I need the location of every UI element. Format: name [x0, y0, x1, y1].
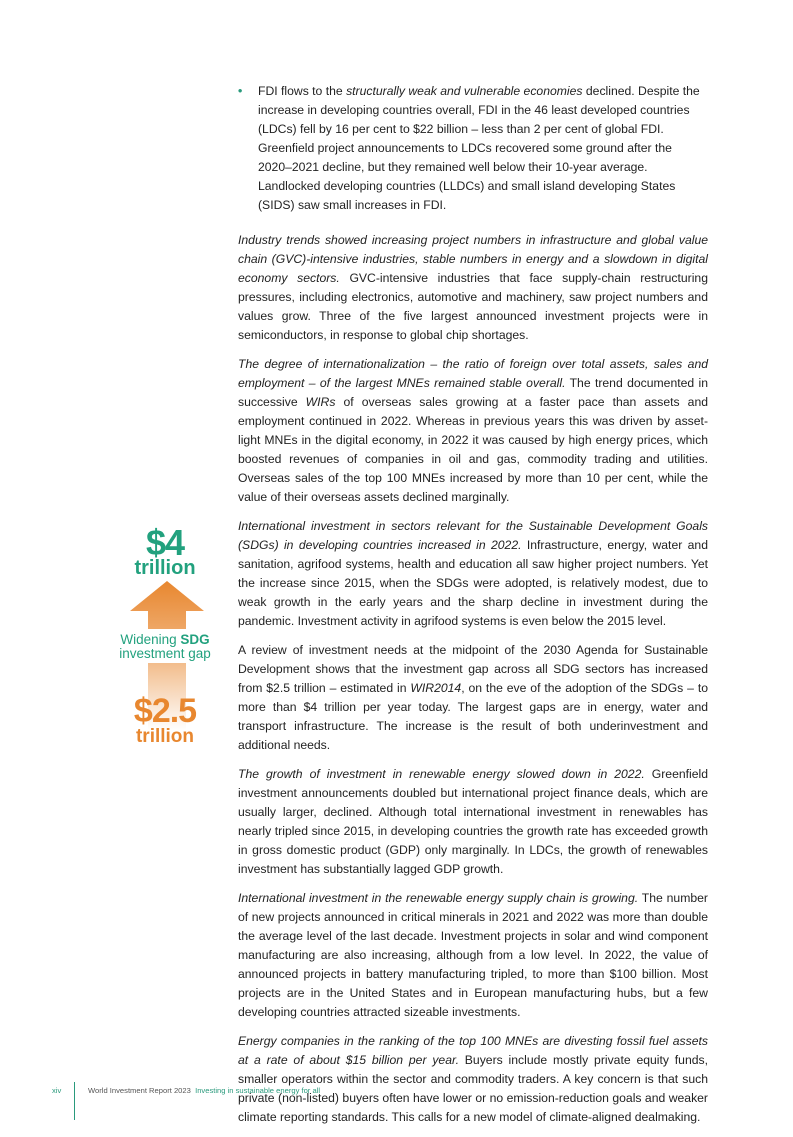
- footer-subtitle: Investing in sustainable energy for all: [195, 1086, 321, 1095]
- bullet-text: FDI flows to the structurally weak and vulnerable economies declined. Despite the increase in developing countries overall, FDI in the 46 least developed countries (LDCs) fell by 16 per cent to $22 billion – less than 2 per cent of global FDI. Greenfield project announcements to LDCs recovered some ground after the 2020–2021 decline, but they remained well below their 10-year average. Landlocked developing countries (LLDCs) and small island developing States (SIDS) saw small increases in FDI.: [258, 84, 700, 212]
- top-unit: trillion: [134, 557, 196, 579]
- bottom-unit: trillion: [135, 726, 195, 747]
- paragraph-renewables: The growth of investment in renewable energy slowed down in 2022. Greenfield investment announcements doubled but international project finance deals, which are usually larger, declined. Although total international investment in renewables has nearly tripled since 2015, in developing countries the growth rate has exceeded growth in gross domestic product (GDP) only marginally. In LDCs, the growth of renewables investment has substantially lagged GDP growth.: [238, 767, 708, 876]
- main-text: [238, 82, 708, 1137]
- paragraph-supply-chain: International investment in the renewable energy supply chain is growing. The number of new projects announced in critical minerals in 2021 and 2022 was more than double the average level of the last decade. Investment projects in solar and wind component manufacturing are also increasing, although from a low level. In 2022, the value of announced projects in battery manufacturing tripled, to more than $100 billion. Most projects are in the United States and in European manufacturing hubs, but a few developing countries attracted sizeable investments.: [238, 891, 708, 1019]
- paragraph-sdg: International investment in sectors relevant for the Sustainable Development Goals (SDGs) in developing countries increased in 2022. Infrastructure, energy, water and sanitation, agrifood systems, health and education all saw higher project numbers. Yet the increase since 2015, when the SDGs were adopted, is relatively modest, due to weak growth in the early years and the sharp decline in investment during the pandemic. Investment activity in agrifood systems is even below the 2015 level.: [238, 519, 708, 628]
- paragraph-internationalization: The degree of internationalization – the ratio of foreign over total assets, sales and employment – of the largest MNEs remained stable overall. The trend documented in successive WIRs of overseas sales growing at a faster pace than assets and employment continued in 2022. Whereas in previous years this was driven by asset-light MNEs in the digital economy, in 2022 it was caused by high energy prices, which boosted revenues of companies in oil and gas, commodity trading and utilities. Overseas sales of the top 100 MNEs increased by more than 10 per cent, while the value of their overseas assets declined marginally.: [238, 357, 709, 504]
- footer-title: World Investment Report 2023 Investing in sustainable energy for all: [88, 1086, 321, 1095]
- paragraph-investment-gap: A review of investment needs at the midpoint of the 2030 Agenda for Sustainable Development shows that the investment gap across all SDG sectors has increased from $2.5 trillion – estimated in WIR2014, on the eve of the adoption of the SDGs – to more than $4 trillion per year today. The largest gaps are in energy, water and transport infrastructure. The increase is the result of both underinvestment and additional needs.: [238, 643, 708, 752]
- page-number: xiv: [52, 1086, 62, 1095]
- bullet-dot-icon: •: [238, 84, 243, 98]
- top-amount: $4: [145, 522, 185, 563]
- paragraph-fossil-divestment: Energy companies in the ranking of the top 100 MNEs are divesting fossil fuel assets at a rate of about $15 billion per year. Buyers include mostly private equity funds, smaller operators within the sector and commodity traders. A key concern is that such private (non-listed) buyers often have lower or no emission-reduction goals and weaker climate reporting standards. This calls for a new model of climate-aligned dealmaking.: [238, 1034, 708, 1124]
- paragraph-industry: Industry trends showed increasing project numbers in infrastructure and global value chain (GVC)-intensive industries, stable numbers in energy and a slowdown in digital economy sectors. GVC-intensive industries that face supply-chain restructuring pressures, including electronics, automotive and machinery, saw project numbers and values grow. Three of the five largest announced investment projects were in semiconductors, in response to global chip shortages.: [238, 233, 708, 342]
- footer-divider: [74, 1082, 75, 1120]
- widening-label: Widening SDG investment gap: [119, 632, 211, 661]
- bottom-amount: $2.5: [133, 692, 197, 730]
- bullet-ldc: [238, 82, 708, 215]
